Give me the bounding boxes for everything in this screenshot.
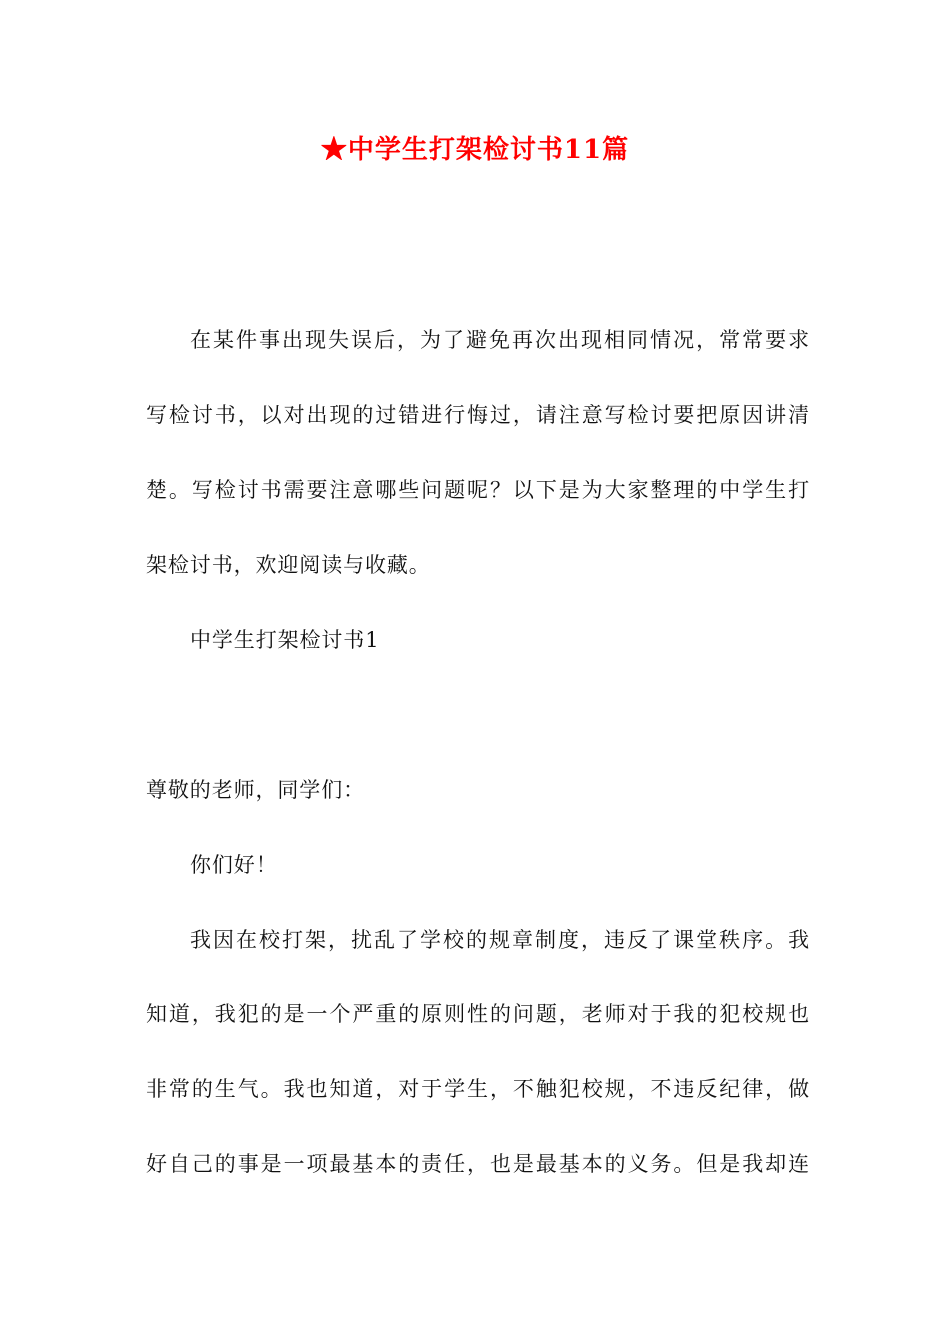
salutation: 尊敬的老师，同学们： (146, 778, 365, 802)
intro-line: 架检讨书，欢迎阅读与收藏。 (146, 553, 431, 577)
body-line: 我因在校打架，扰乱了学校的规章制度，违反了课堂秩序。我 (190, 928, 810, 952)
section-heading: 中学生打架检讨书1 (190, 628, 380, 652)
body-line: 非常的生气。我也知道，对于学生，不触犯校规，不违反纪律，做 (146, 1077, 810, 1101)
greeting: 你们好！ (190, 853, 278, 877)
body-line: 知道，我犯的是一个严重的原则性的问题，老师对于我的犯校规也 (146, 1002, 810, 1026)
intro-line: 楚。写检讨书需要注意哪些问题呢？以下是为大家整理的中学生打 (146, 478, 810, 502)
intro-line: 写检讨书，以对出现的过错进行悔过，请注意写检讨要把原因讲清 (146, 403, 810, 427)
intro-line: 在某件事出现失误后，为了避免再次出现相同情况，常常要求 (190, 328, 810, 352)
body-line: 好自己的事是一项最基本的责任，也是最基本的义务。但是我却连 (146, 1152, 810, 1176)
document-title: ★中学生打架检讨书11篇 (320, 135, 630, 165)
